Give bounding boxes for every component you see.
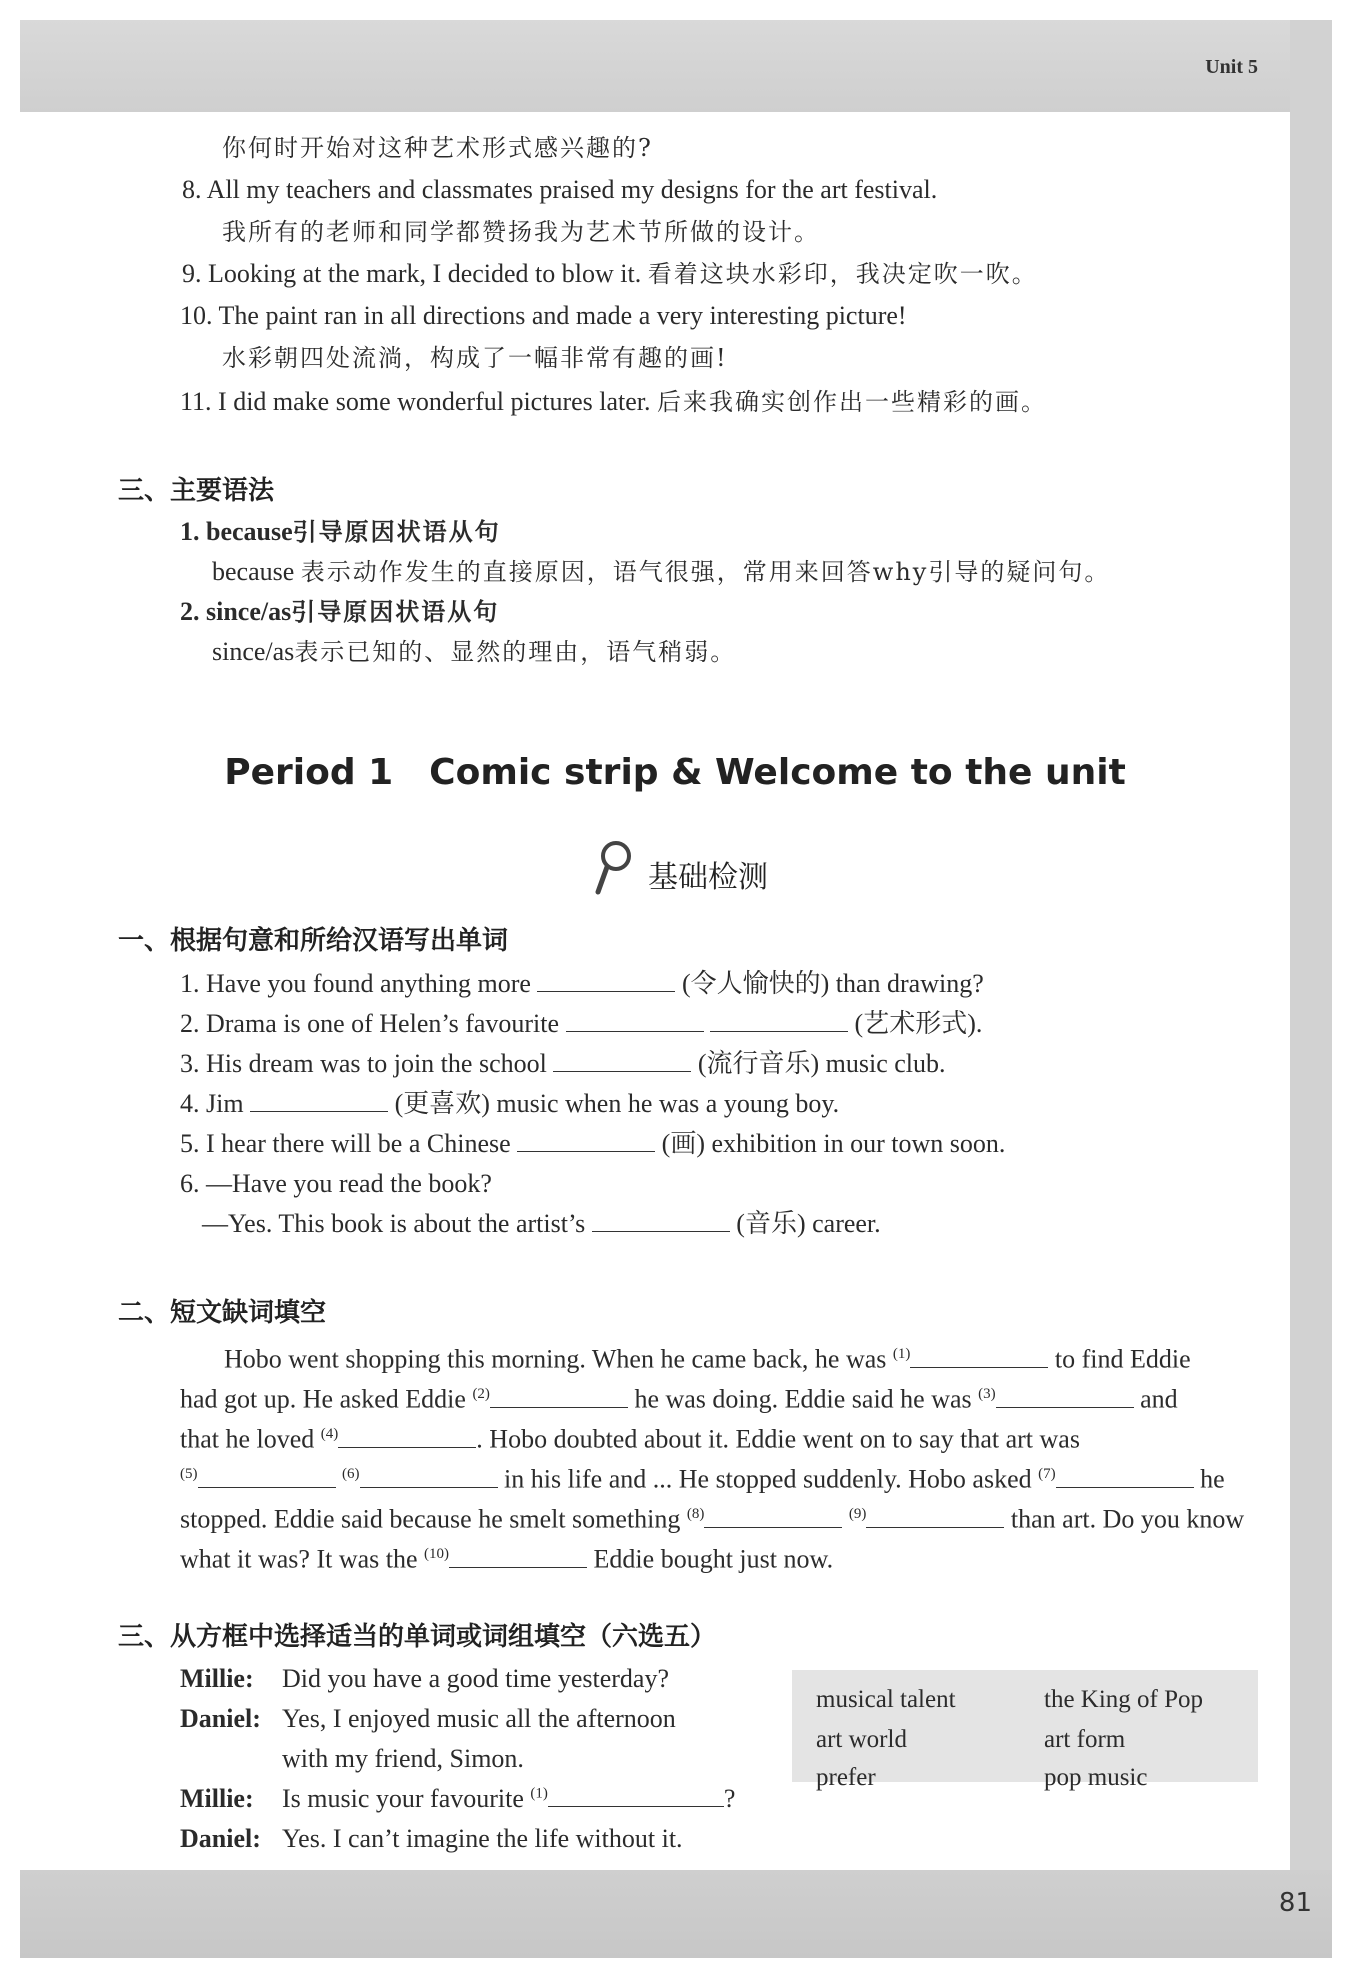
- item11: [180, 386, 1047, 418]
- answer-blank[interactable]: [548, 1784, 724, 1807]
- answer-blank[interactable]: [517, 1129, 655, 1152]
- period-title: Comic strip & Welcome to the unit: [429, 752, 1126, 793]
- answer-blank[interactable]: [996, 1385, 1134, 1408]
- s2-line4: $^{(5)}$ $^{(6)}$ in his life and ... He stopped suddenly. Hobo asked $^{(7)}$ he: [180, 1464, 1225, 1494]
- s2-line5: stopped. Eddie said because he smelt something $^{(8)}$ $^{(9)}$ than art. Do you know: [180, 1504, 1245, 1534]
- word-option: the King of Pop: [1044, 1686, 1204, 1713]
- item8-en: 8. All my teachers and classmates praised my designs for the art festival.: [182, 175, 938, 204]
- answer-blank[interactable]: [553, 1049, 691, 1072]
- basic-check-title: 基础检测: [648, 860, 768, 895]
- section3-title: 三、从方框中选择适当的单词或词组填空（六选五）: [118, 1622, 717, 1652]
- s1-q5: 5. I hear there will be a Chinese (画) exhibition in our town soon.: [180, 1129, 1006, 1158]
- s1-q6a: 6. —Have you read the book?: [180, 1169, 492, 1198]
- grammar-point2-head: 2. since/as引导原因状语从句: [180, 597, 500, 626]
- dialog-line1: Millie: Did you have a good time yesterday?: [180, 1664, 669, 1693]
- answer-blank[interactable]: [592, 1209, 730, 1232]
- dialog-line4: Daniel: Yes. I can’t imagine the life without it.: [180, 1824, 683, 1853]
- item8-zh: 我所有的老师和同学都赞扬我为艺术节所做的设计。: [222, 218, 820, 246]
- grammar-point1-body: because 表示动作发生的直接原因，语气很强，常用来回答why引导的疑问句。: [212, 557, 1111, 586]
- answer-blank[interactable]: [910, 1345, 1048, 1368]
- word-option: art form: [1044, 1726, 1126, 1753]
- footer-band: [20, 1870, 1332, 1958]
- s1-q1: 1. Have you found anything more (令人愉快的) than drawing?: [180, 969, 984, 998]
- word-box: [792, 1670, 1258, 1791]
- word-option: prefer: [816, 1764, 876, 1791]
- dialog-line3: Millie: Is music your favourite $^{(1)}$ ?: [180, 1784, 736, 1813]
- item11-zh: 后来我确实创作出一些精彩的画。: [657, 388, 1048, 416]
- s2-line3: that he loved $^{(4)}$ . Hobo doubted about it. Eddie went on to say that art was: [180, 1424, 1080, 1454]
- answer-blank[interactable]: [360, 1465, 498, 1488]
- word-option: musical talent: [816, 1686, 956, 1713]
- answer-blank[interactable]: [566, 1009, 704, 1032]
- grammar-point1-head: 1. because引导原因状语从句: [180, 517, 501, 546]
- s1-q4: 4. Jim (更喜欢) music when he was a young boy.: [180, 1089, 840, 1118]
- s2-line1: Hobo went shopping this morning. When he came back, he was $^{(1)}$ to find Eddie: [224, 1344, 1191, 1374]
- side-band: [1290, 20, 1332, 1880]
- s1-q2: 2. Drama is one of Helen’s favourite (艺术形式).: [180, 1009, 983, 1038]
- answer-blank[interactable]: [198, 1465, 336, 1488]
- s1-q3: 3. His dream was to join the school (流行音乐) music club.: [180, 1049, 946, 1078]
- item10-en: 10. The paint ran in all directions and made a very interesting picture!: [180, 301, 907, 330]
- item11-en: 11. I did make some wonderful pictures later.: [180, 387, 651, 416]
- answer-blank[interactable]: [704, 1505, 842, 1528]
- answer-blank[interactable]: [710, 1009, 848, 1032]
- unit-label: Unit 5: [1205, 56, 1258, 78]
- answer-blank[interactable]: [866, 1505, 1004, 1528]
- word-option: art world: [816, 1726, 907, 1753]
- answer-blank[interactable]: [490, 1385, 628, 1408]
- line0-zh: 你何时开始对这种艺术形式感兴趣的?: [222, 134, 653, 162]
- section2-title: 二、短文缺词填空: [118, 1298, 327, 1328]
- s2-line6: what it was? It was the $^{(10)}$ Eddie bought just now.: [180, 1544, 834, 1574]
- s2-line2: had got up. He asked Eddie $^{(2)}$ he was doing. Eddie said he was $^{(3)}$ and: [180, 1384, 1178, 1414]
- magnifier-icon: [594, 840, 634, 896]
- period-label: Period 1: [224, 752, 394, 793]
- answer-blank[interactable]: [537, 969, 675, 992]
- s1-q6b: —Yes. This book is about the artist’s (音乐) career.: [202, 1209, 881, 1238]
- period-heading: [0, 752, 1350, 793]
- item9: [182, 258, 1038, 290]
- item9-zh: 看着这块水彩印，我决定吹一吹。: [647, 260, 1038, 288]
- page-number: 81: [1278, 1888, 1312, 1918]
- dialog-line2: Daniel: Yes, I enjoyed music all the afternoon: [180, 1704, 676, 1733]
- item9-en: 9. Looking at the mark, I decided to blow it.: [182, 259, 642, 288]
- dialog-line2-cont: with my friend, Simon.: [282, 1744, 524, 1773]
- answer-blank[interactable]: [449, 1545, 587, 1568]
- answer-blank[interactable]: [1056, 1465, 1194, 1488]
- word-option: pop music: [1044, 1764, 1148, 1791]
- item10-zh: 水彩朝四处流淌，构成了一幅非常有趣的画!: [222, 344, 728, 372]
- grammar-title: 三、主要语法: [118, 476, 275, 506]
- answer-blank[interactable]: [250, 1089, 388, 1112]
- answer-blank[interactable]: [338, 1425, 476, 1448]
- grammar-point2-body: since/as表示已知的、显然的理由，语气稍弱。: [212, 637, 737, 666]
- header-band: [20, 20, 1332, 112]
- section1-title: 一、根据句意和所给汉语写出单词: [118, 926, 509, 956]
